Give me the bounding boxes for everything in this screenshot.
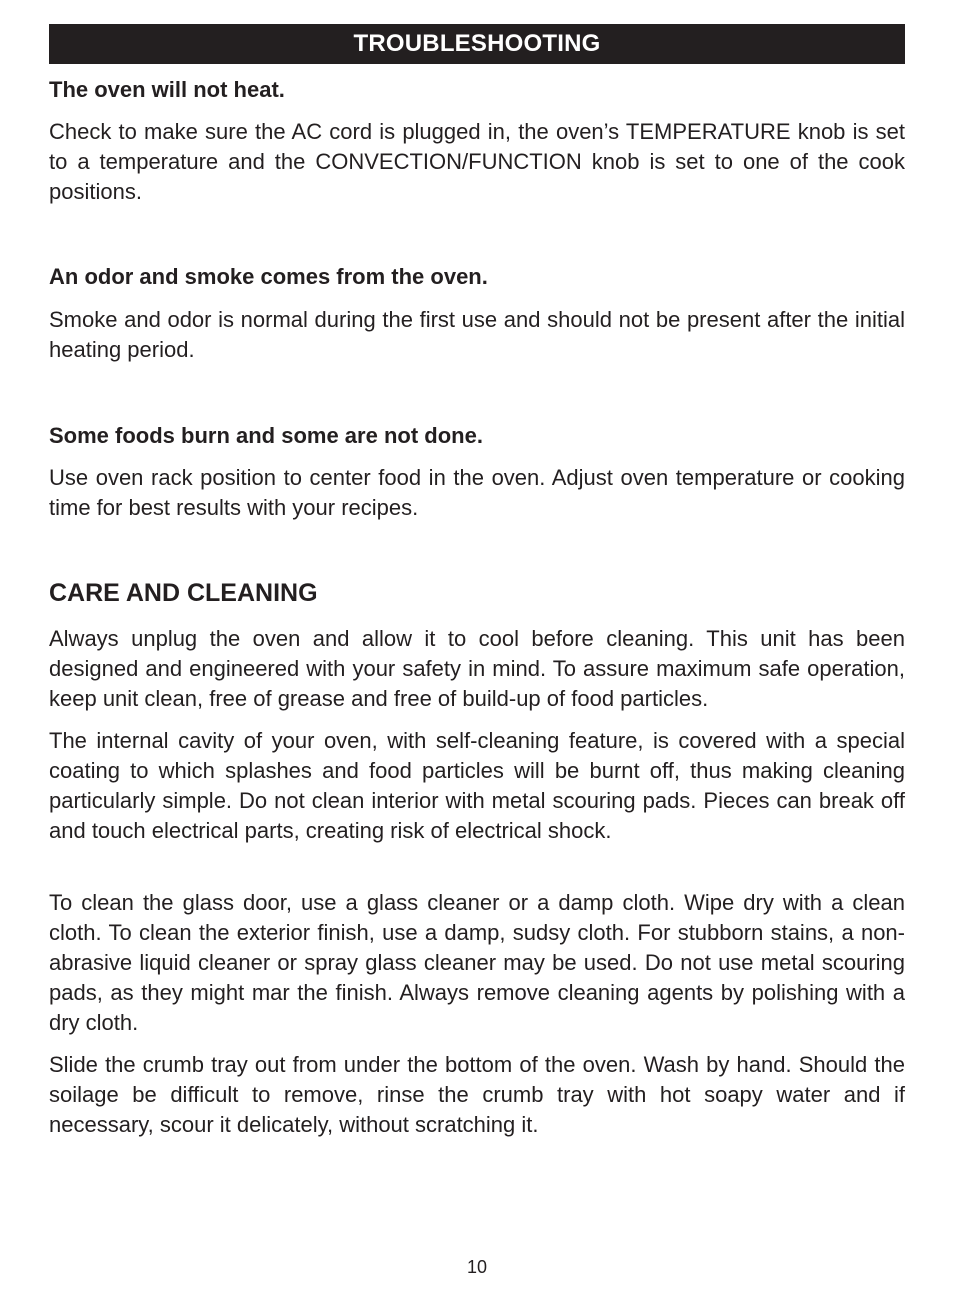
care-paragraph-2: The internal cavity of your oven, with self-cleaning feature, is covered with a special coating to which splashes and food particles will be burnt off, thus making cleaning particularly simple. Do not clean interior with metal scouring pads. Pieces can break off and touch electrical parts, creating risk of electrical shock. (49, 728, 905, 843)
troubleshooting-answer-3: Use oven rack position to center food in the oven. Adjust oven temperature or cooking time for best results with your recipes. (49, 465, 905, 520)
care-paragraph-4: Slide the crumb tray out from under the bottom of the oven. Wash by hand. Should the soilage be difficult to remove, rinse the crumb tray with hot soapy water and if necessary, scour it delicately, without scratching it. (49, 1052, 905, 1137)
troubleshooting-answer-1: Check to make sure the AC cord is plugged in, the oven’s TEMPERATURE knob is set to a temperature and the CONVECTION/FUNCTION knob is set to one of the cook positions. (49, 119, 905, 204)
troubleshooting-question-1: The oven will not heat. (49, 77, 285, 102)
care-cleaning-heading: CARE AND CLEANING (49, 579, 318, 607)
troubleshooting-question-2: An odor and smoke comes from the oven. (49, 264, 488, 289)
page-number: 10 (466, 1257, 488, 1277)
section-title-banner: TROUBLESHOOTING (49, 24, 905, 64)
troubleshooting-question-3: Some foods burn and some are not done. (49, 423, 483, 448)
care-paragraph-3: To clean the glass door, use a glass cleaner or a damp cloth. Wipe dry with a clean cloth. To clean the exterior finish, use a damp, sudsy cloth. For stubborn stains, a non-abrasive liquid cleaner or spray glass cleaner may be used. Do not use metal scouring pads, as they might mar the finish. Always remove cleaning agents by polishing with a dry cloth. (49, 890, 905, 1035)
troubleshooting-answer-2: Smoke and odor is normal during the first use and should not be present after the initial heating period. (49, 307, 905, 362)
care-paragraph-1: Always unplug the oven and allow it to cool before cleaning. This unit has been designed and engineered with your safety in mind. To assure maximum safe operation, keep unit clean, free of grease and free of build-up of food particles. (49, 626, 905, 711)
